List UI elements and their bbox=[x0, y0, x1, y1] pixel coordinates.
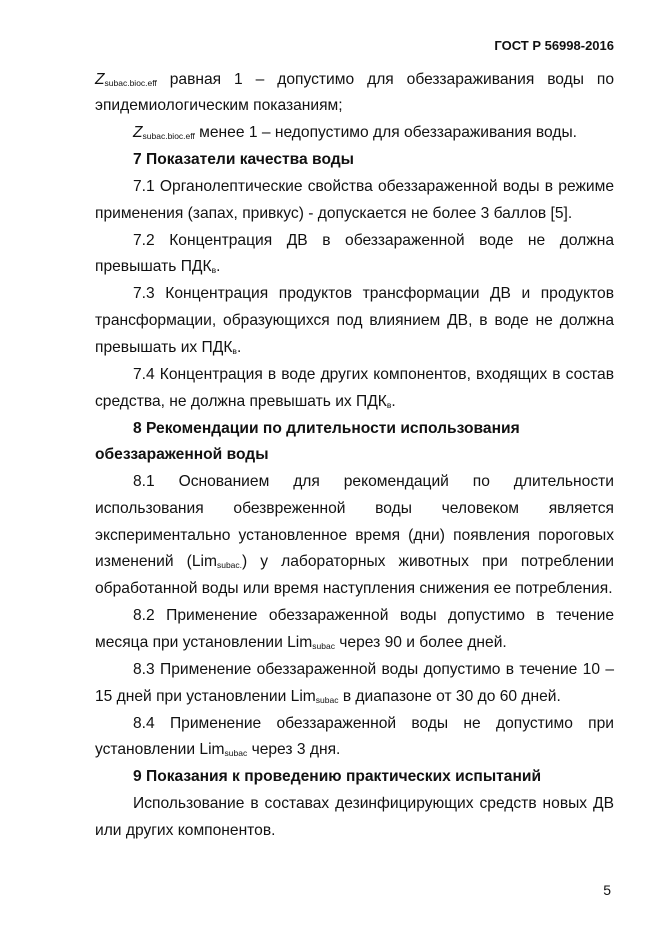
z-equal-line-2: эпидемиологическим показаниям; bbox=[95, 97, 343, 114]
p8-4-line-2: установлении Lim$_{subac}$ через 3 дня. bbox=[95, 741, 341, 758]
section-9-title: 9 Показания к проведению практических испытаний bbox=[133, 768, 542, 785]
p7-1-line-2: применения (запах, привкус) - допускается не более 3 баллов [5]. bbox=[95, 205, 573, 222]
p7-3-line-1: 7.3 Концентрация продуктов трансформации ДВ и продуктов bbox=[133, 285, 614, 302]
p8-1-line-1: 8.1 Основанием для рекомендаций по длительности bbox=[133, 473, 614, 490]
section-7-title: 7 Показатели качества воды bbox=[133, 151, 354, 168]
p8-1-line-5: обработанной воды или время наступления снижения ее потребления. bbox=[95, 580, 613, 597]
p7-4-line-1: 7.4 Концентрация в воде других компонентов, входящих в состав bbox=[133, 366, 614, 383]
section-8-title-line-1: 8 Рекомендации по длительности использования bbox=[133, 420, 520, 437]
p7-2-line-2: превышать $ПДК_в$. bbox=[95, 258, 221, 275]
p8-3-line-2: 15 дней при установлении Lim$_{subac}$ в диапазоне от 30 до 60 дней. bbox=[95, 688, 561, 705]
p8-1-line-2: использования обезвреженной воды человеком является bbox=[95, 500, 614, 517]
p9-line-1: Использование в составах дезинфицирующих средств новых ДВ bbox=[133, 795, 614, 812]
document-code: ГОСТ Р 56998-2016 bbox=[494, 38, 614, 53]
p8-2-line-2: месяца при установлении Lim$_{subac}$ через 90 и более дней. bbox=[95, 634, 507, 651]
z-less-line: $Z_{subac.bioc.eff}$ менее 1 – недопустимо для обеззараживания воды. bbox=[133, 124, 577, 141]
p8-4-line-1: 8.4 Применение обеззараженной воды не допустимо при bbox=[133, 715, 614, 732]
p7-3-line-2: трансформации, образующихся под влиянием ДВ, в воде не должна bbox=[95, 312, 614, 329]
p8-3-line-1: 8.3 Применение обеззараженной воды допустимо в течение 10 – bbox=[133, 661, 614, 678]
p7-1-line-1: 7.1 Органолептические свойства обеззараженной воды в режиме bbox=[133, 178, 614, 195]
p8-1-line-3: экспериментально установленное время (дни) появления пороговых bbox=[95, 527, 614, 544]
p7-2-line-1: 7.2 Концентрация ДВ в обеззараженной воде не должна bbox=[133, 232, 614, 249]
p7-3-line-3: превышать их $ПДК_в$. bbox=[95, 339, 242, 356]
z-equal-line: $Z_{subac.bioc.eff}$ равная 1 – допустимо для обеззараживания воды по bbox=[95, 71, 614, 88]
p8-2-line-1: 8.2 Применение обеззараженной воды допустимо в течение bbox=[133, 607, 614, 624]
page-number: 5 bbox=[603, 882, 611, 898]
p8-1-line-4: изменений (Lim$_{subac.}$) у лабораторных животных при потреблении bbox=[95, 553, 614, 570]
p7-4-line-2: средства, не должна превышать их $ПДК_в$. bbox=[95, 393, 396, 410]
p9-line-2: или других компонентов. bbox=[95, 822, 276, 839]
section-8-title-line-2: обеззараженной воды bbox=[95, 446, 269, 463]
